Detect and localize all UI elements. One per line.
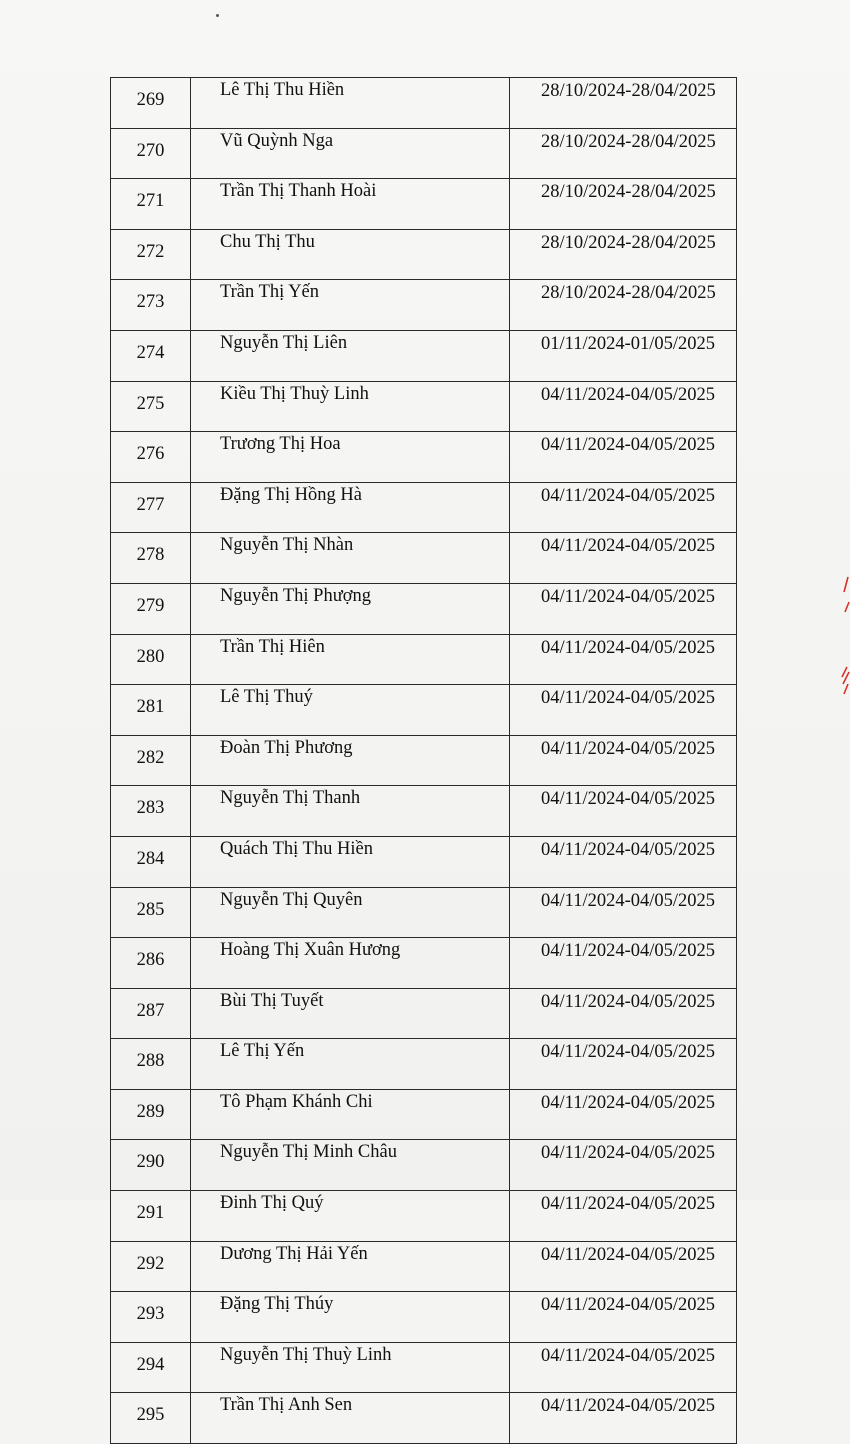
date-range-cell: 28/10/2024-28/04/2025 <box>510 280 737 331</box>
full-name-cell: Trần Thị Anh Sen <box>191 1393 510 1444</box>
row-number-cell: 273 <box>111 280 191 331</box>
table-row <box>111 1342 737 1393</box>
table-row <box>111 938 737 989</box>
table-row <box>111 1039 737 1090</box>
table-row <box>111 1089 737 1140</box>
roster-table-body <box>111 78 737 1444</box>
date-range-cell: 04/11/2024-04/05/2025 <box>510 836 737 887</box>
row-number-cell: 290 <box>111 1140 191 1191</box>
row-number-cell: 288 <box>111 1039 191 1090</box>
date-range-cell: 28/10/2024-28/04/2025 <box>510 179 737 230</box>
date-range-cell: 04/11/2024-04/05/2025 <box>510 938 737 989</box>
row-number-cell: 272 <box>111 229 191 280</box>
table-row <box>111 887 737 938</box>
date-range-cell: 04/11/2024-04/05/2025 <box>510 1191 737 1242</box>
full-name-cell: Trần Thị Hiên <box>191 634 510 685</box>
table-row <box>111 280 737 331</box>
date-range-cell: 01/11/2024-01/05/2025 <box>510 330 737 381</box>
date-range-cell: 04/11/2024-04/05/2025 <box>510 1039 737 1090</box>
row-number-cell: 281 <box>111 685 191 736</box>
table-row <box>111 1292 737 1343</box>
row-number-cell: 271 <box>111 179 191 230</box>
table-row <box>111 482 737 533</box>
table-row <box>111 583 737 634</box>
full-name-cell: Quách Thị Thu Hiền <box>191 836 510 887</box>
full-name-cell: Trần Thị Yến <box>191 280 510 331</box>
full-name-cell: Trương Thị Hoa <box>191 432 510 483</box>
date-range-cell: 04/11/2024-04/05/2025 <box>510 482 737 533</box>
date-range-cell: 04/11/2024-04/05/2025 <box>510 1140 737 1191</box>
date-range-cell: 04/11/2024-04/05/2025 <box>510 786 737 837</box>
row-number-cell: 274 <box>111 330 191 381</box>
date-range-cell: 04/11/2024-04/05/2025 <box>510 634 737 685</box>
table-row <box>111 179 737 230</box>
full-name-cell: Nguyễn Thị Nhàn <box>191 533 510 584</box>
full-name-cell: Bùi Thị Tuyết <box>191 988 510 1039</box>
table-row <box>111 128 737 179</box>
date-range-cell: 04/11/2024-04/05/2025 <box>510 1342 737 1393</box>
row-number-cell: 289 <box>111 1089 191 1140</box>
date-range-cell: 28/10/2024-28/04/2025 <box>510 229 737 280</box>
table-row <box>111 533 737 584</box>
table-row <box>111 330 737 381</box>
full-name-cell: Lê Thị Thuý <box>191 685 510 736</box>
full-name-cell: Trần Thị Thanh Hoài <box>191 179 510 230</box>
row-number-cell: 270 <box>111 128 191 179</box>
table-row <box>111 988 737 1039</box>
row-number-cell: 292 <box>111 1241 191 1292</box>
date-range-cell: 04/11/2024-04/05/2025 <box>510 533 737 584</box>
row-number-cell: 278 <box>111 533 191 584</box>
date-range-cell: 04/11/2024-04/05/2025 <box>510 887 737 938</box>
row-number-cell: 291 <box>111 1191 191 1242</box>
table-row <box>111 381 737 432</box>
full-name-cell: Nguyễn Thị Minh Châu <box>191 1140 510 1191</box>
table-row <box>111 229 737 280</box>
date-range-cell: 04/11/2024-04/05/2025 <box>510 381 737 432</box>
row-number-cell: 280 <box>111 634 191 685</box>
full-name-cell: Đoàn Thị Phương <box>191 735 510 786</box>
row-number-cell: 276 <box>111 432 191 483</box>
roster-table <box>110 77 737 1444</box>
date-range-cell: 04/11/2024-04/05/2025 <box>510 1241 737 1292</box>
table-row <box>111 432 737 483</box>
date-range-cell: 04/11/2024-04/05/2025 <box>510 1089 737 1140</box>
table-row <box>111 634 737 685</box>
full-name-cell: Đặng Thị Thúy <box>191 1292 510 1343</box>
table-row <box>111 1241 737 1292</box>
row-number-cell: 283 <box>111 786 191 837</box>
full-name-cell: Nguyễn Thị Liên <box>191 330 510 381</box>
full-name-cell: Nguyễn Thị Phượng <box>191 583 510 634</box>
full-name-cell: Hoàng Thị Xuân Hương <box>191 938 510 989</box>
row-number-cell: 282 <box>111 735 191 786</box>
table-row <box>111 1191 737 1242</box>
red-seal-edge-mark <box>840 572 850 702</box>
row-number-cell: 287 <box>111 988 191 1039</box>
row-number-cell: 285 <box>111 887 191 938</box>
table-row <box>111 685 737 736</box>
date-range-cell: 28/10/2024-28/04/2025 <box>510 78 737 129</box>
table-row <box>111 1393 737 1444</box>
full-name-cell: Kiều Thị Thuỳ Linh <box>191 381 510 432</box>
row-number-cell: 269 <box>111 78 191 129</box>
table-row <box>111 836 737 887</box>
row-number-cell: 279 <box>111 583 191 634</box>
date-range-cell: 04/11/2024-04/05/2025 <box>510 1292 737 1343</box>
table-row <box>111 735 737 786</box>
full-name-cell: Vũ Quỳnh Nga <box>191 128 510 179</box>
row-number-cell: 284 <box>111 836 191 887</box>
full-name-cell: Nguyễn Thị Quyên <box>191 887 510 938</box>
date-range-cell: 04/11/2024-04/05/2025 <box>510 583 737 634</box>
row-number-cell: 294 <box>111 1342 191 1393</box>
full-name-cell: Dương Thị Hải Yến <box>191 1241 510 1292</box>
row-number-cell: 295 <box>111 1393 191 1444</box>
row-number-cell: 286 <box>111 938 191 989</box>
date-range-cell: 04/11/2024-04/05/2025 <box>510 988 737 1039</box>
table-row <box>111 1140 737 1191</box>
date-range-cell: 04/11/2024-04/05/2025 <box>510 735 737 786</box>
table-row <box>111 786 737 837</box>
full-name-cell: Lê Thị Yến <box>191 1039 510 1090</box>
table-row <box>111 78 737 129</box>
date-range-cell: 04/11/2024-04/05/2025 <box>510 685 737 736</box>
full-name-cell: Nguyễn Thị Thuỳ Linh <box>191 1342 510 1393</box>
date-range-cell: 04/11/2024-04/05/2025 <box>510 1393 737 1444</box>
full-name-cell: Lê Thị Thu Hiền <box>191 78 510 129</box>
row-number-cell: 293 <box>111 1292 191 1343</box>
row-number-cell: 277 <box>111 482 191 533</box>
full-name-cell: Chu Thị Thu <box>191 229 510 280</box>
full-name-cell: Tô Phạm Khánh Chi <box>191 1089 510 1140</box>
full-name-cell: Đinh Thị Quý <box>191 1191 510 1242</box>
full-name-cell: Nguyễn Thị Thanh <box>191 786 510 837</box>
full-name-cell: Đặng Thị Hồng Hà <box>191 482 510 533</box>
date-range-cell: 04/11/2024-04/05/2025 <box>510 432 737 483</box>
row-number-cell: 275 <box>111 381 191 432</box>
date-range-cell: 28/10/2024-28/04/2025 <box>510 128 737 179</box>
scan-speck <box>216 14 219 17</box>
